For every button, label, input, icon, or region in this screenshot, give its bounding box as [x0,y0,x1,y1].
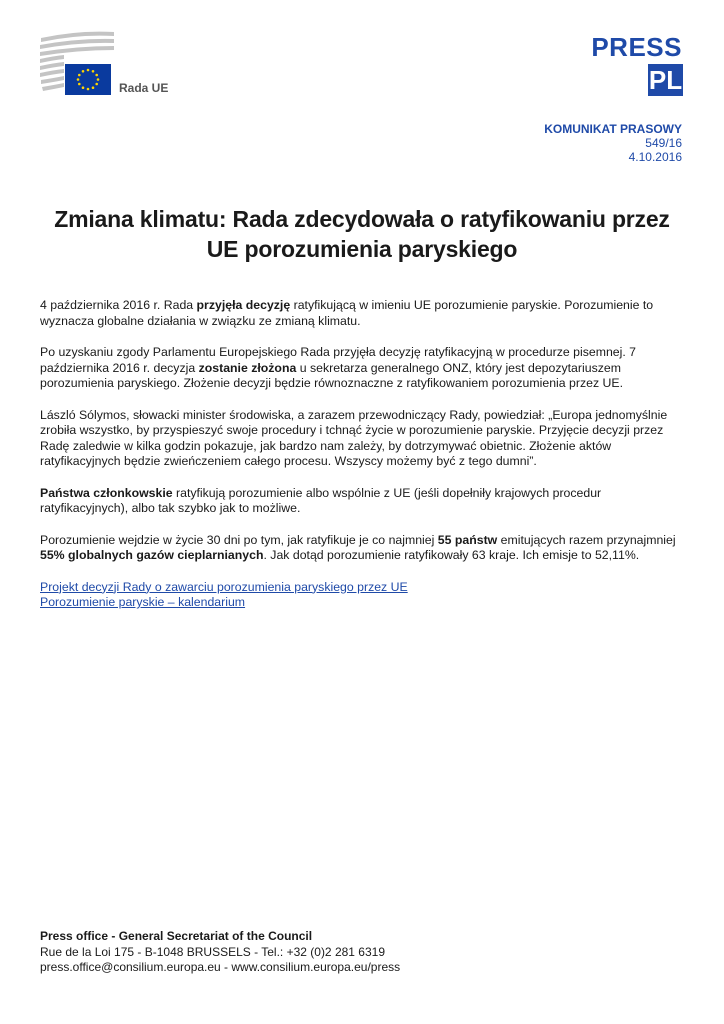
release-type: KOMUNIKAT PRASOWY [544,122,682,136]
press-word: PRESS [591,32,682,62]
text-segment: Porozumienie wejdzie w życie 30 dni po tym, jak ratyfikuje je co najmniej [40,532,438,547]
related-links [40,580,684,611]
press-release-body [40,298,684,611]
text-segment: ratyfikującą w imieniu UE porozumienie paryskie. Porozumienie to wyznacza globalne działania w związku ze zmianą klimatu. [40,298,654,328]
text-segment: 4 października 2016 r. Rada [40,298,197,312]
bold-text: zostanie złożona [198,360,297,375]
bold-text: 55 państw [437,532,498,547]
paragraph-4 [40,486,684,517]
text-segment: Po uzyskaniu zgody Parlamentu Europejskiego Rada przyjęła decyzję ratyfikacyjną w procedurze pisemnej. 7 października 2016 r. decyzja [40,345,637,375]
page-title: Zmiana klimatu: Rada zdecydowała o ratyfikowaniu przez UE porozumienia paryskiego [54,206,670,262]
language-badge: PL [648,65,683,95]
bold-text: 55% globalnych gazów cieplarnianych [40,548,264,562]
footer-contact: press.office@consilium.europa.eu - www.consilium.europa.eu/press [40,960,401,974]
bold-text: przyjęła decyzję [196,298,291,312]
link-paris-agreement-timeline[interactable]: Porozumienie paryskie – kalendarium [40,595,246,609]
text-segment: u sekretarza generalnego ONZ, który jest depozytariuszem porozumienia paryskiego. Złożenie decyzji będzie równoznaczne z ratyfikowaniem porozumienia przez UE. [40,360,624,390]
footer-office: Press office - General Secretariat of the Council [40,929,313,943]
footer [40,929,400,976]
council-name: Rada UE [119,81,169,95]
release-number: 549/16 [645,136,682,150]
paragraph-3: László Sólymos, słowacki minister środowiska, a zarazem przewodniczący Rady, powiedział: „Europa jednomyślnie zrobiła wszystko, by przyspieszyć swoje procedury i tchnąć życie w porozumienie paryskie. Przyjęcie decyzji przez Radę zaledwie w kilka godzin pokazuje, jak bardzo nam zależy, by dotrzymywać obietnic. Złożenie aktów ratyfikacyjnych będzie zwieńczeniem całego procesu. Wszyscy możemy być z tego dumni”. [40,407,668,468]
text-segment: emitujących razem przynajmniej [497,532,676,547]
release-date: 4.10.2016 [628,150,682,164]
release-info [544,122,682,164]
paragraph-1 [40,298,684,329]
text-segment: ratyfikują porozumienie albo wspólnie z UE (jeśli dopełniły krajowych procedur ratyfikacyjnych), albo tak szybko jak to możliwe. [40,485,602,515]
link-council-decision-draft[interactable]: Projekt decyzji Rady o zawarciu porozumienia paryskiego przez UE [40,579,408,594]
bold-text: Państwa członkowskie [40,485,173,500]
paragraph-5 [40,533,684,564]
eu-flag-icon [65,64,111,95]
text-segment: . Jak dotąd porozumienie ratyfikowały 63 kraje. Ich emisje to 52,11%. [263,548,640,562]
paragraph-2 [40,345,684,392]
footer-address: Rue de la Loi 175 - B-1048 BRUSSELS - Tel.: +32 (0)2 281 6319 [40,944,385,959]
